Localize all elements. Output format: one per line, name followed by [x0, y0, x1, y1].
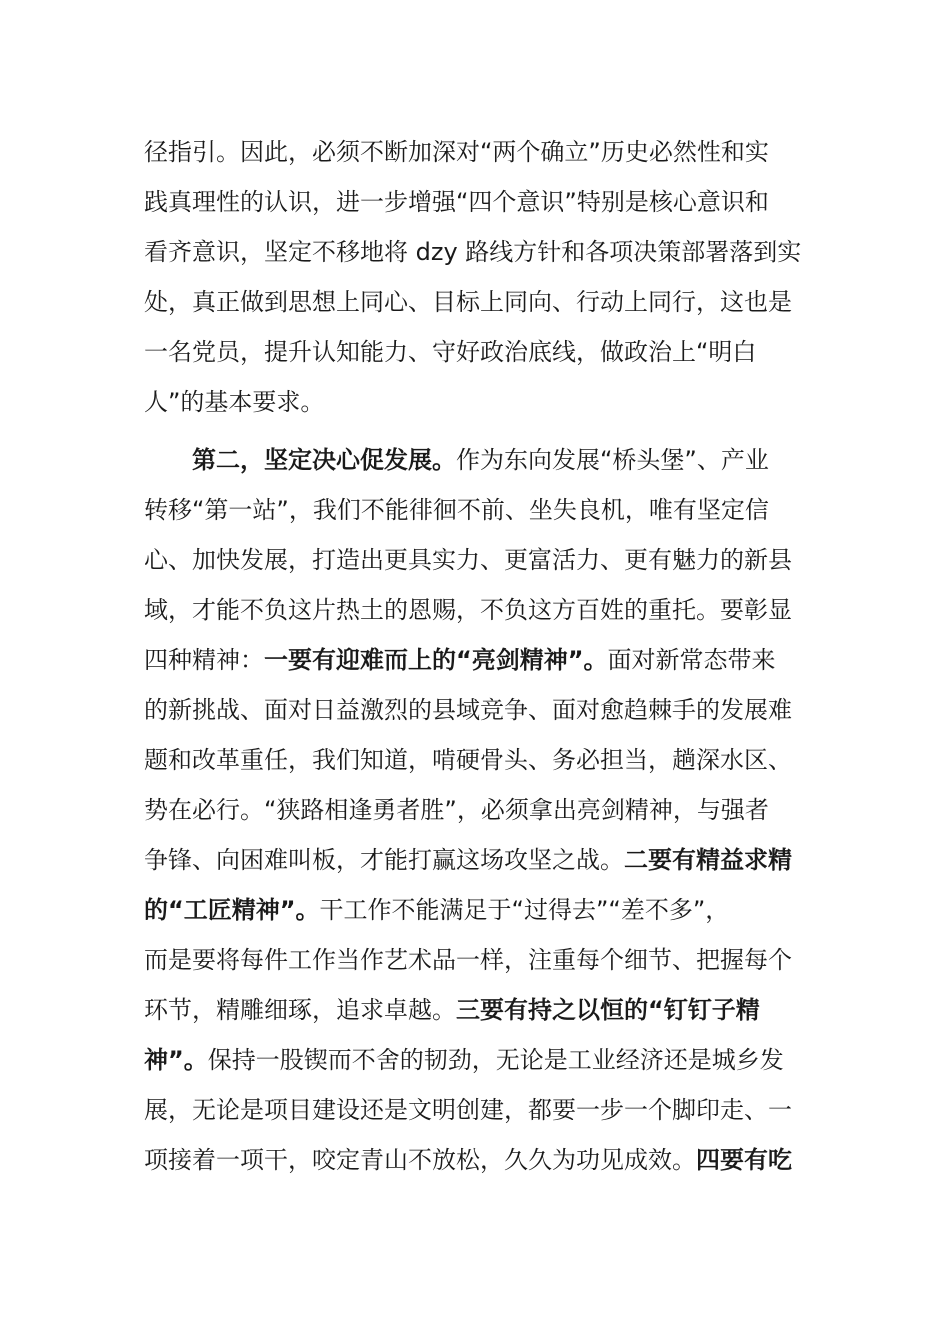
bold-point: 四要有吃	[696, 1146, 792, 1174]
text-run: 保持一股锲而不舍的韧劲，无论是工业经济还是城乡发	[207, 1046, 784, 1074]
text-line: 的新挑战、面对日益激烈的县域竞争、面对愈趋棘手的发展难	[144, 696, 792, 724]
text-run: 环节，精雕细琢，追求卓越。	[144, 996, 456, 1024]
text-line: 转移“第一站”，我们不能徘徊不前、坐失良机，唯有坚定信	[144, 496, 769, 524]
text-line: 处，真正做到思想上同心、目标上同向、行动上同行，这也是	[144, 288, 792, 316]
bold-point: 神”。	[144, 1046, 208, 1074]
document-body	[144, 127, 804, 1185]
text-run: 争锋、向困难叫板，才能打赢这场攻坚之战。	[144, 846, 624, 874]
text-line: 看齐意识，坚定不移地将 dzy 路线方针和各项决策部署落到实	[144, 238, 802, 266]
text-line	[144, 1035, 804, 1085]
text-line: 题和改革重任，我们知道，啃硬骨头、务必担当，趟深水区、	[144, 746, 792, 774]
bold-point: 的“工匠精神”。	[144, 896, 320, 924]
text-line: 势在必行。“狭路相逢勇者胜”，必须拿出亮剑精神，与强者	[144, 796, 769, 824]
text-line: 人”的基本要求。	[144, 388, 325, 416]
bold-point: 二要有精益求精	[624, 846, 792, 874]
text-line	[144, 1135, 804, 1185]
text-line	[144, 835, 804, 885]
text-line: 践真理性的认识，进一步增强“四个意识”特别是核心意识和	[144, 188, 769, 216]
text-line: 心、加快发展，打造出更具实力、更富活力、更有魅力的新县	[144, 546, 792, 574]
text-run: 干工作不能满足于“过得去”“差不多”，	[319, 896, 730, 924]
text-line: 而是要将每件工作当作艺术品一样，注重每个细节、把握每个	[144, 946, 792, 974]
text-run: 项接着一项干，咬定青山不放松，久久为功见成效。	[144, 1146, 696, 1174]
text-run: 作为东向发展“桥头堡”、产业	[456, 446, 769, 474]
text-line	[144, 985, 804, 1035]
section-heading: 第二，坚定决心促发展。	[192, 446, 456, 474]
text-run: 面对新常态带来	[607, 646, 776, 674]
text-line: 展，无论是项目建设还是文明创建，都要一步一个脚印走、一	[144, 1096, 792, 1124]
text-line: 一名党员，提升认知能力、守好政治底线，做政治上“明白	[144, 338, 757, 366]
text-line	[144, 635, 804, 685]
bold-point: 三要有持之以恒的“钉钉子精	[456, 996, 760, 1024]
text-line: 径指引。因此，必须不断加深对“两个确立”历史必然性和实	[144, 138, 769, 166]
text-line: 域，才能不负这片热土的恩赐，不负这方百姓的重托。要彰显	[144, 596, 792, 624]
text-line	[144, 435, 804, 485]
paragraph-1	[144, 127, 804, 427]
text-run: 四种精神：	[144, 646, 264, 674]
paragraph-2	[144, 435, 804, 1185]
paragraph-gap	[144, 427, 804, 435]
bold-point: 一要有迎难而上的“亮剑精神”。	[264, 646, 608, 674]
text-line	[144, 885, 804, 935]
